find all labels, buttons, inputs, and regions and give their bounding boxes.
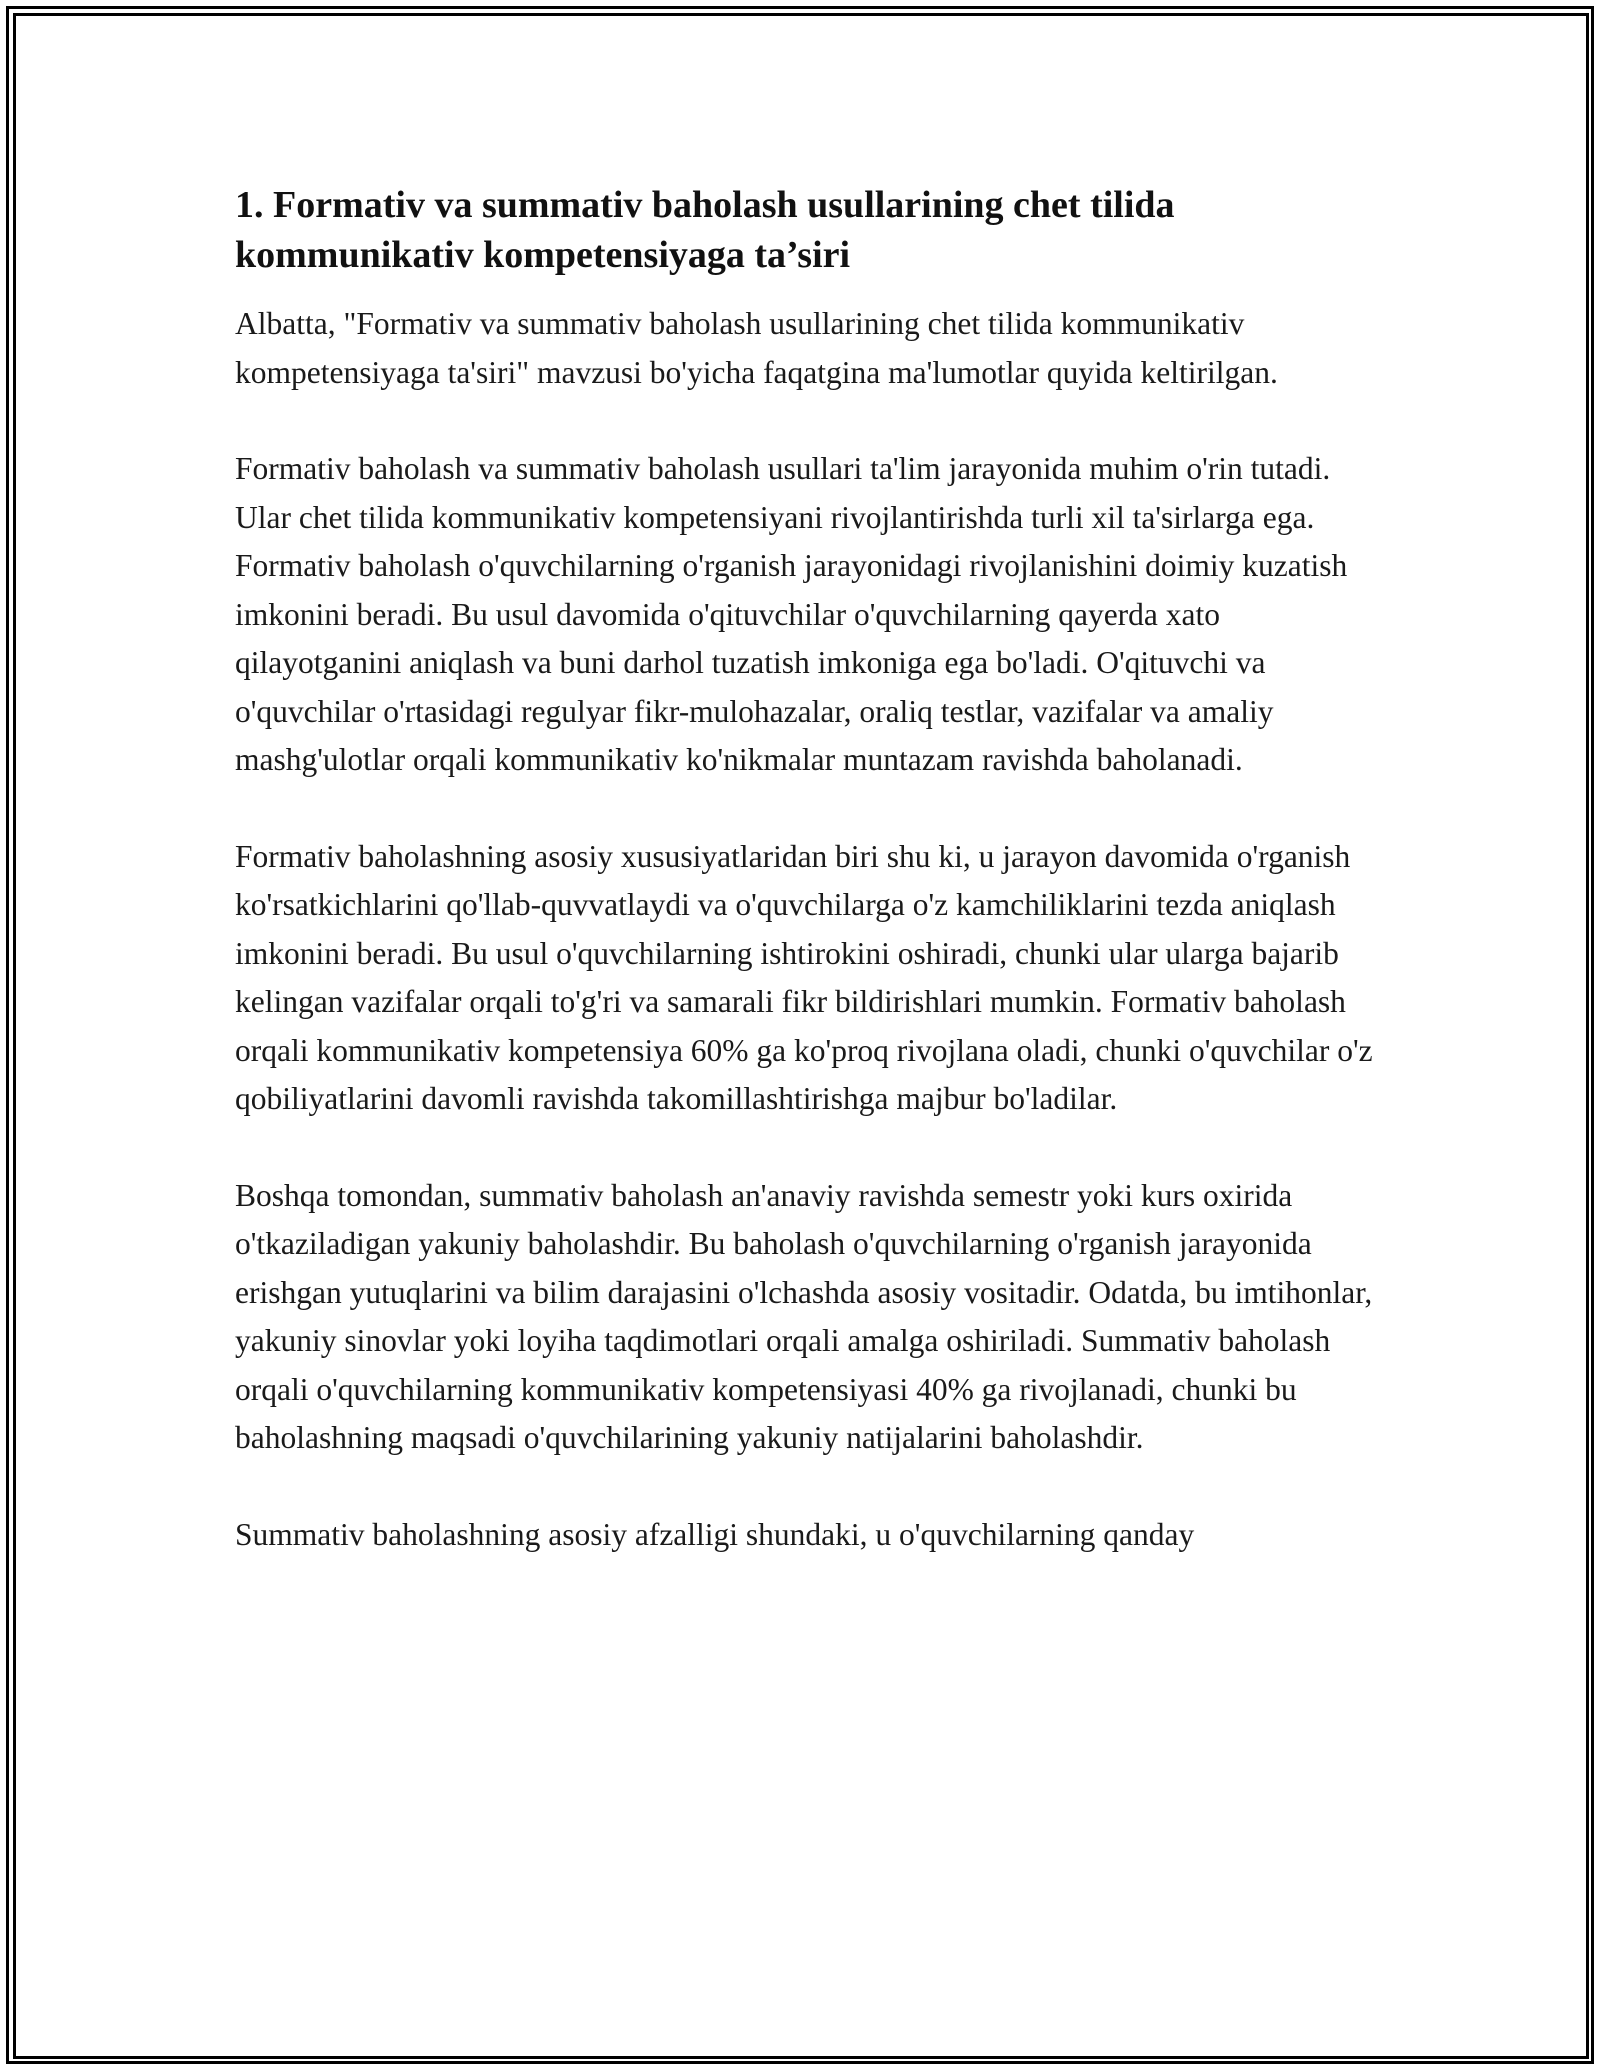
paragraph-intro: Albatta, "Formativ va summativ baholash usullarining chet tilida kommunikativ kompetensiyaga ta'siri" mavzusi bo'yicha faqatgina ma'lumotlar quyida keltirilgan. xyxy=(235,306,1278,390)
document-body xyxy=(235,180,1375,1607)
paragraph-formative-features: Formativ baholashning asosiy xususiyatlaridan biri shu ki, u jarayon davomida o'rganish ko'rsatkichlarini qo'llab-quvvatlaydi va o'quvchilarga o'z kamchiliklarini tezda aniqlash imkonini beradi. Bu usul o'quvchilarning ishtirokini oshiradi, chunki ular ularga bajarib kelingan vazifalar orqali to'g'ri va samarali fikr bildirishlari mumkin. Formativ baholash orqali kommunikativ kompetensiya 60% ga ko'proq rivojlana oladi, chunki o'quvchilar o'z qobiliyatlarini davomli ravishda takomillashtirishga majbur bo'ladilar. xyxy=(235,838,1373,1116)
paragraph-summative-advantage: Summativ baholashning asosiy afzalligi shundaki, u o'quvchilarning qanday xyxy=(235,1516,1195,1552)
section-heading: 1. Formativ va summativ baholash usullarining chet tilida kommunikativ kompetensiyaga ta’siri xyxy=(235,184,1175,276)
paragraph-summative-overview: Boshqa tomondan, summativ baholash an'anaviy ravishda semestr yoki kurs oxirida o'tkaziladigan yakuniy baholashdir. Bu baholash o'quvchilarning o'rganish jarayonida erishgan yutuqlarini va bilim darajasini o'lchashda asosiy vositadir. Odatda, bu imtihonlar, yakuniy sinovlar yoki loyiha taqdimotlari orqali amalga oshiriladi. Summativ baholash orqali o'quvchilarning kommunikativ kompetensiyasi 40% ga rivojlanadi, chunki bu baholashning maqsadi o'quvchilarining yakuniy natijalarini baholashdir. xyxy=(235,1177,1373,1455)
paragraph-formative-overview: Formativ baholash va summativ baholash usullari ta'lim jarayonida muhim o'rin tutadi. Ular chet tilida kommunikativ kompetensiyani rivojlantirishda turli xil ta'sirlarga ega. Formativ baholash o'quvchilarning o'rganish jarayonidagi rivojlanishini doimiy kuzatish imkonini beradi. Bu usul davomida o'qituvchilar o'quvchilarning qayerda xato qilayotganini aniqlash va buni darhol tuzatish imkoniga ega bo'ladi. O'qituvchi va o'quvchilar o'rtasidagi regulyar fikr-mulohazalar, oraliq testlar, vazifalar va amaliy mashg'ulotlar orqali kommunikativ ko'nikmalar muntazam ravishda baholanadi. xyxy=(235,451,1348,777)
